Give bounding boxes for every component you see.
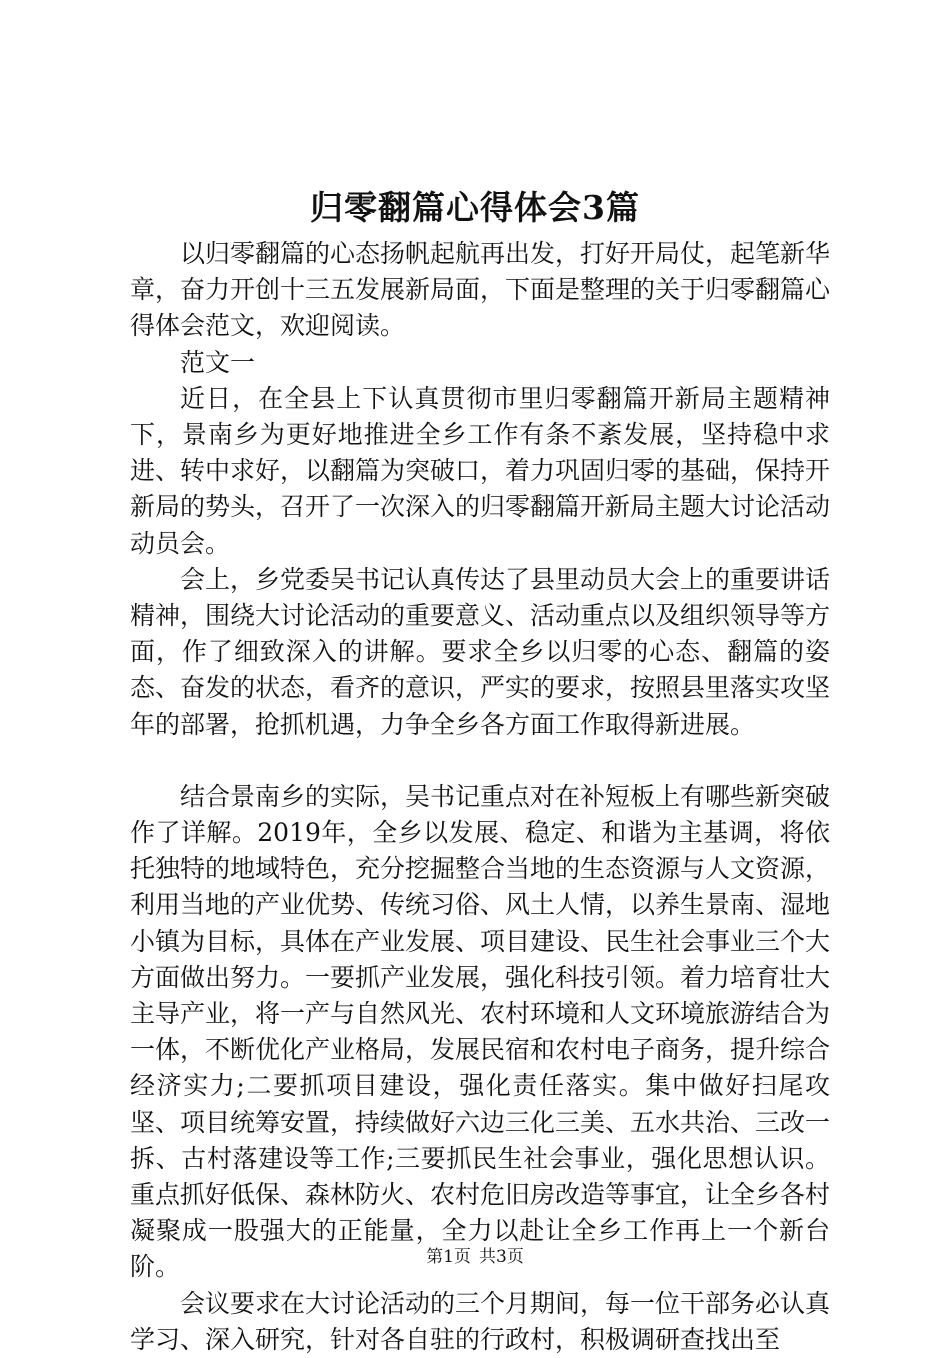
paragraph: 会议要求在大讨论活动的三个月期间，每一位干部务必认真学习、深入研究，针对各自驻的行政村，积极调研查找出至 [130,1288,831,1354]
page-total: 共3页 [479,1247,524,1267]
document-title: 归零翻篇心得体会3篇 [310,188,640,227]
page-number: 第1页 [426,1247,471,1267]
paragraph: 近日，在全县上下认真贯彻市里归零翻篇开新局主题精神下，景南乡为更好地推进全乡工作有条不紊发展，坚持稳中求进、转中求好，以翻篇为突破口，着力巩固归零的基础，保持开新局的势头，召开了一次深入的归零翻篇开新局主题大讨论活动动员会。 [130,383,831,558]
paragraph-section-heading: 范文一 [180,347,256,377]
paragraph: 结合景南乡的实际，吴书记重点对在补短板上有哪些新突破作了详解。2019年，全乡以发展、稳定、和谐为主基调，将依托独特的地域特色，充分挖掘整合当地的生态资源与人文资源，利用当地的产业优势、传统习俗、风土人情，以养生景南、湿地小镇为目标，具体在产业发展、项目建设、民生社会事业三个大方面做出努力。一要抓产业发展，强化科技引领。着力培育壮大主导产业，将一产与自然风光、农村环境和人文环境旅游结合为一体，不断优化产业格局，发展民宿和农村电子商务，提升综合经济实力;二要抓项目建设，强化责任落实。集中做好扫尾攻坚、项目统筹安置，持续做好六边三化三美、五水共治、三改一拆、古村落建设等工作;三要抓民生社会事业，强化思想认识。重点抓好低保、森林防火、农村危旧房改造等事宜，让全乡各村凝聚成一股强大的正能量，全力以赴让全乡工作再上一个新台阶。 [130,781,831,1282]
document-body [130,236,830,1358]
paragraph-intro: 以归零翻篇的心态扬帆起航再出发，打好开局仗，起笔新华章，奋力开创十三五发展新局面，下面是整理的关于归零翻篇心得体会范文，欢迎阅读。 [130,239,831,341]
page-footer [0,1245,950,1269]
paragraph: 会上，乡党委吴书记认真传达了县里动员大会上的重要讲话精神，围绕大讨论活动的重要意义、活动重点以及组织领导等方面，作了细致深入的讲解。要求全乡以归零的心态、翻篇的姿态、奋发的状态，看齐的意识，严实的要求，按照县里落实攻坚年的部署，抢抓机遇，力争全乡各方面工作取得新进展。 [130,564,831,739]
